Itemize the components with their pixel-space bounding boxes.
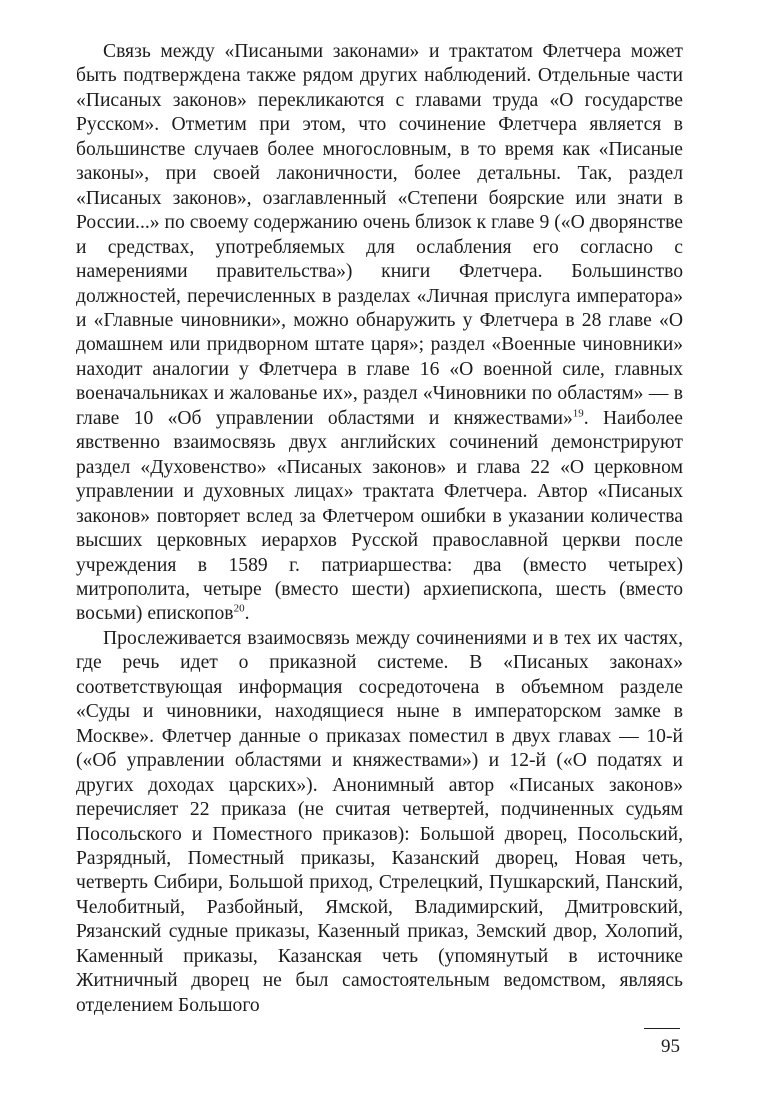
footnote-ref-19: 19: [572, 407, 584, 420]
footnote-ref-20: 20: [233, 602, 245, 615]
paragraph-1-text-a: Связь между «Писаными законами» и трактатом Флетчера может быть подтверждена также рядом других наблюдений. Отдельные части «Писаных законов» перекликаются с главами труда «О государстве Русском». Отметим при этом, что сочинение Флетчера является в большинстве случаев более многословным, в то время как «Писаные законы», при своей лаконичности, более детальны. Так, раздел «Писаных законов», озаглавленный «Степени боярские или знати в России...» по своему содержанию очень близок к главе 9 («О дворянстве и средствах, употребляемых для ослабления его согласно с намерениями правительства») книги Флетчера. Большинство должностей, перечисленных в разделах «Личная прислуга императора» и «Главные чиновники», можно обнаружить у Флетчера в 28 главе «О домашнем или придворном штате царя»; раздел «Военные чиновники» находит аналогии у Флетчера в главе 16 «О военной силе, главных военачальниках и жалованье их», раздел «Чиновники по областям» — в главе 10 «Об управлении областями и княжествами»: [76, 41, 683, 429]
body-text: [76, 40, 683, 1018]
paragraph-2-text: Прослеживается взаимосвязь между сочинениями и в тех их частях, где речь идет о приказной системе. В «Писаных законах» соответствующая информация сосредоточена в объемном разделе «Суды и чиновники, находящиеся ныне в императорском замке в Москве». Флетчер данные о приказах поместил в двух главах — 10-й («Об управлении областями и княжествами») и 12-й («О податях и других доходах царских»). Анонимный автор «Писаных законов» перечисляет 22 приказа (не считая четвертей, подчиненных судьям Посольского и Поместного приказов): Большой дворец, Посольский, Разрядный, Поместный приказы, Казанский дворец, Новая четь, четверть Сибири, Большой приход, Стрелецкий, Пушкарский, Панский, Челобитный, Разбойный, Ямской, Владимирский, Дмитровский, Рязанский судные приказы, Казенный приказ, Земский двор, Холопий, Каменный приказы, Казанская четь (упомянутый в источнике Житничный дворец не был самостоятельным ведомством, являясь отделением Большого: [76, 627, 683, 1016]
paragraph-1: [76, 40, 683, 627]
paragraph-1-text-b: . Наиболее явственно взаимосвязь двух английских сочинений демонстрируют раздел «Духовенство» «Писаных законов» и глава 22 «О церковном управлении и духовных лицах» трактата Флетчера. Автор «Писаных законов» повторяет вслед за Флетчером ошибки в указании количества высших церковных иерархов Русской православной церкви после учреждения в 1589 г. патриаршества: два (вместо четырех) митрополита, четыре (вместо шести) архиепископа, шесть (вместо восьми) епископов: [76, 407, 683, 625]
paragraph-2: [76, 627, 683, 1018]
paragraph-1-text-c: .: [244, 603, 250, 625]
footer-rule: [644, 1028, 680, 1029]
page-number: 95: [661, 1036, 680, 1057]
